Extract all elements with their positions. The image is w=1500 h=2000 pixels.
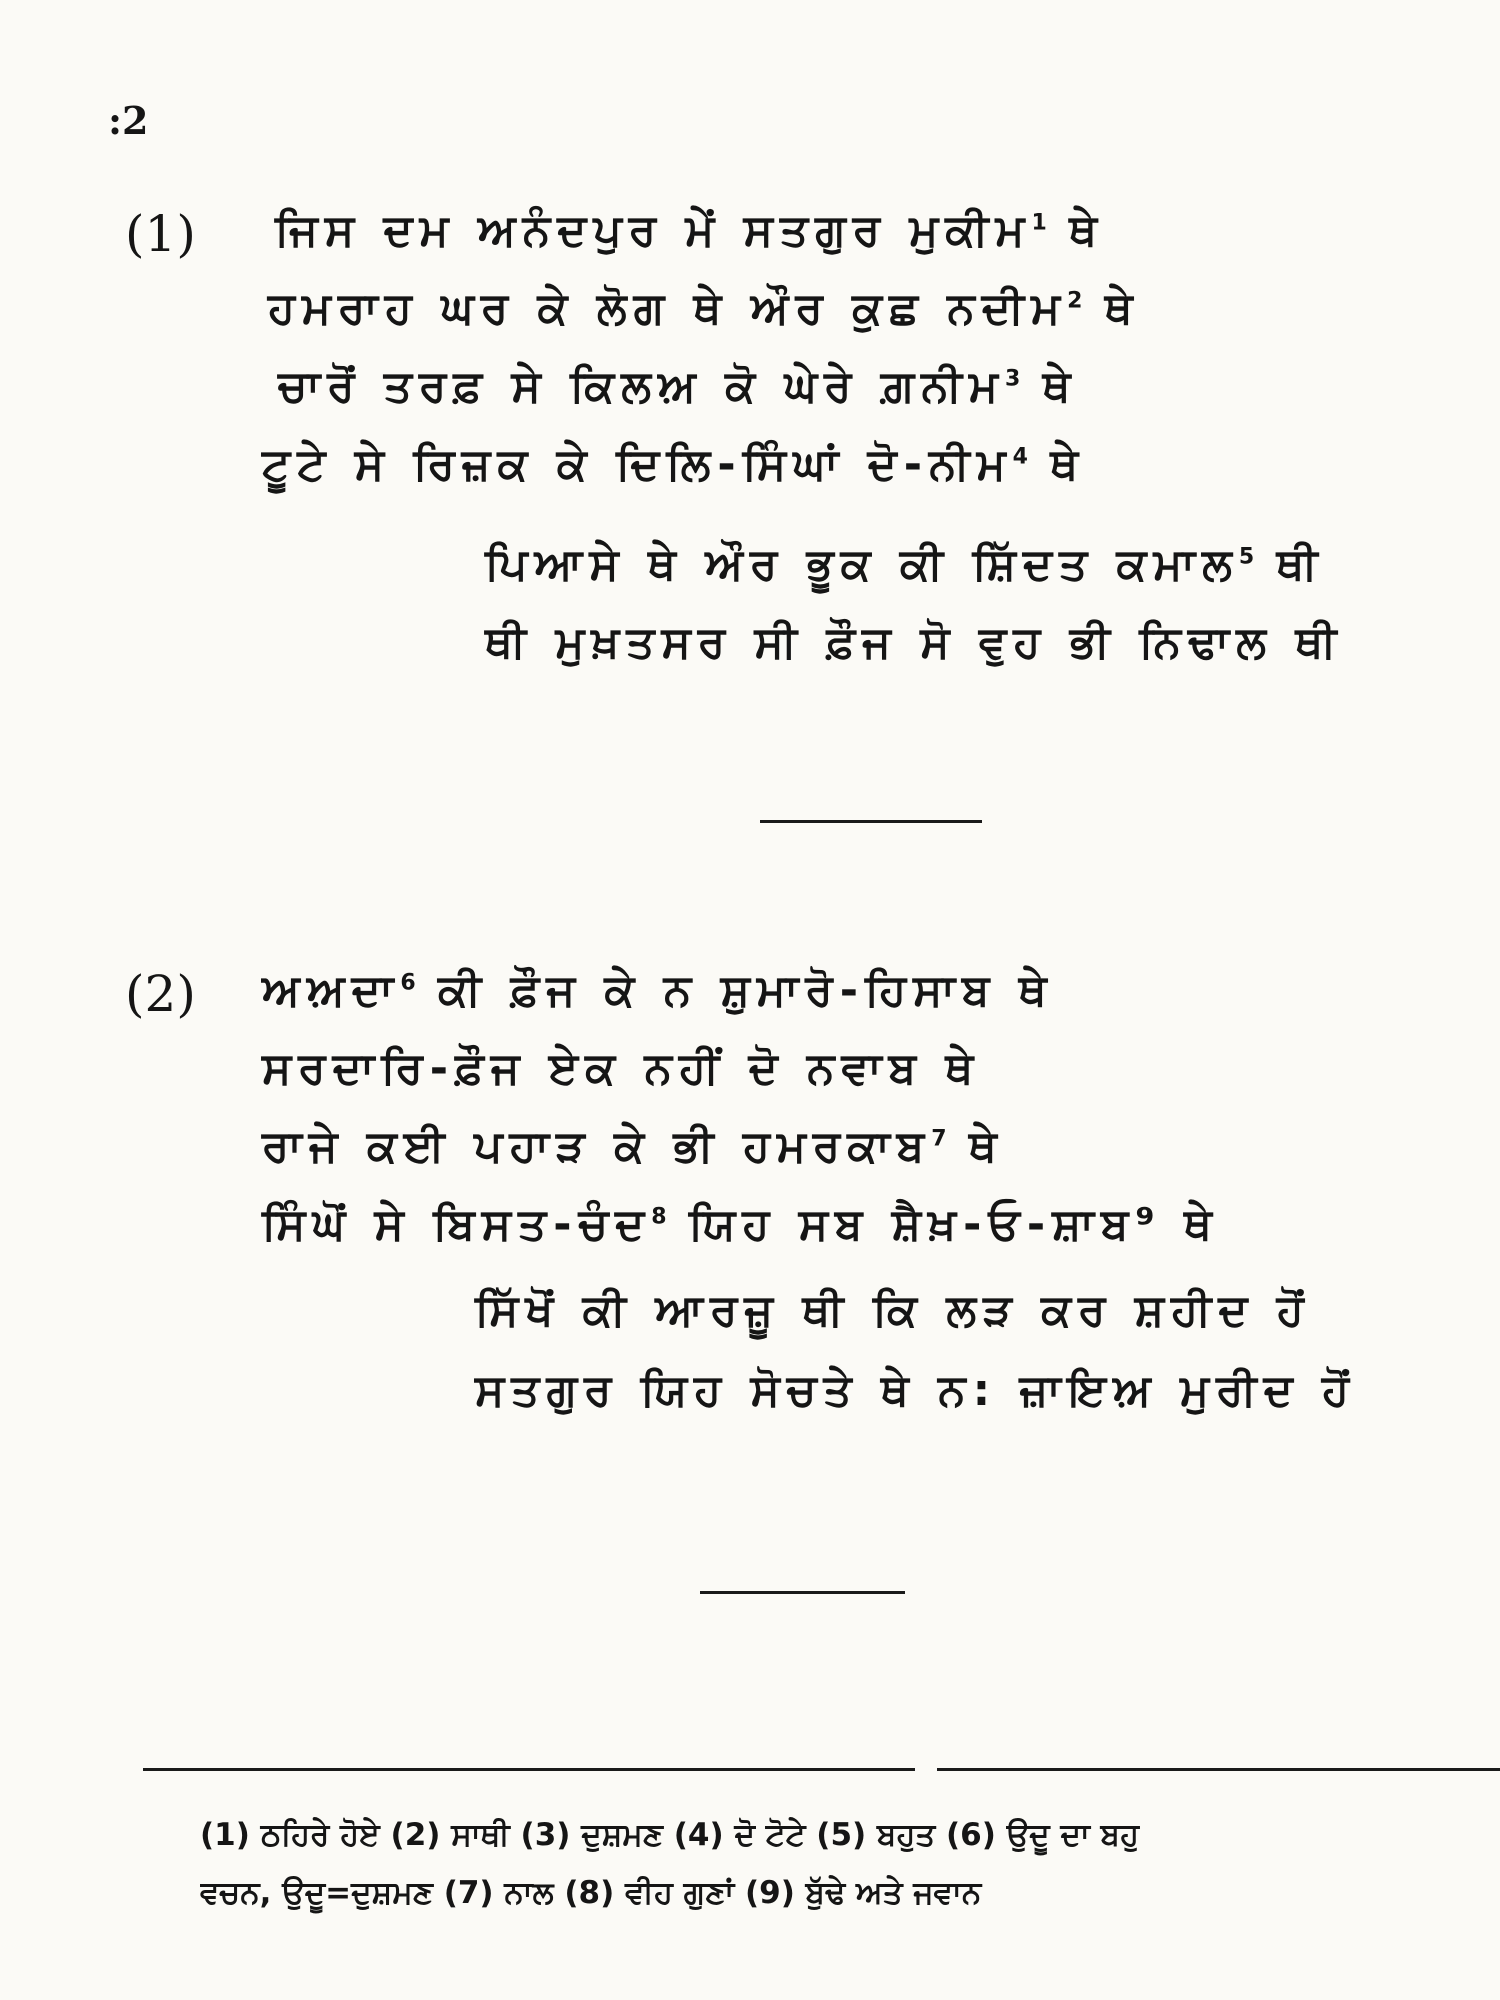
- verse-line: ਹਮਰਾਹ ਘਰ ਕੇ ਲੋਗ ਥੇ ਔਰ ਕੁਛ ਨਦੀਮ$^2$ ਥੇ: [268, 283, 1140, 334]
- verse-line: ਅਅ਼ਦਾ$^6$ ਕੀ ਫ਼ੌਜ ਕੇ ਨ ਸ਼ੁਮਾਰੋ-ਹਿਸਾਬ ਥੇ: [262, 965, 1054, 1016]
- verse-line: ਸਰਦਾਰਿ-ਫ਼ੌਜ ਏਕ ਨਹੀਂ ਦੋ ਨਵਾਬ ਥੇ: [262, 1043, 981, 1094]
- verse-line: ਸਿੰਘੋਂ ਸੇ ਬਿਸਤ-ਚੰਦ$^8$ ਯਿਹ ਸਬ ਸ਼ੈਖ਼-ਓ-ਸ਼ਾਬ⁹ ਥੇ: [262, 1199, 1219, 1250]
- verse-line: ਜਿਸ ਦਮ ਅਨੰਦਪੁਰ ਮੇਂ ਸਤਗੁਰ ਮੁਕੀਮ$^1$ ਥੇ: [275, 205, 1105, 256]
- verse-line: ਪਿਆਸੇ ਥੇ ਔਰ ਭੂਕ ਕੀ ਸ਼ਿੱਦਤ ਕਮਾਲ$^5$ ਥੀ: [485, 539, 1325, 590]
- stanza-number: (1): [125, 205, 196, 263]
- footnote-line: (1) ਠਹਿਰੇ ਹੋਏ (2) ਸਾਥੀ (3) ਦੁਸ਼ਮਣ (4) ਦੋ ਟੋਟੇ (5) ਬਹੁਤ (6) ਉਦੂ ਦਾ ਬਹੁ: [200, 1817, 1139, 1853]
- footnote-line: ਵਚਨ, ਉਦੂ=ਦੁਸ਼ਮਣ (7) ਨਾਲ (8) ਵੀਹ ਗੁਣਾਂ (9) ਬੁੱਢੇ ਅਤੇ ਜਵਾਨ: [200, 1875, 982, 1911]
- footnotes: [200, 1806, 1500, 1922]
- verse-line: ਟੂਟੇ ਸੇ ਰਿਜ਼ਕ ਕੇ ਦਿਲਿ-ਸਿੰਘਾਂ ਦੋ-ਨੀਮ$^4$ ਥੇ: [262, 439, 1086, 490]
- verse-line: ਸਿੱਖੋਂ ਕੀ ਆਰਜ਼ੂ ਥੀ ਕਿ ਲੜ ਕਰ ਸ਼ਹੀਦ ਹੋਂ: [475, 1285, 1311, 1336]
- page-number: :2: [108, 98, 149, 143]
- verse-line: ਸਤਗੁਰ ਯਿਹ ਸੋਚਤੇ ਥੇ ਨ: ਜ਼ਾਇਅ਼ ਮੁਰੀਦ ਹੋਂ: [475, 1365, 1357, 1416]
- stanza-separator: [700, 1591, 905, 1594]
- stanza-separator: [760, 820, 982, 823]
- footnote-rule: [937, 1768, 1500, 1771]
- stanza-number: (2): [125, 965, 196, 1023]
- verse-line: ਥੀ ਮੁਖ਼ਤਸਰ ਸੀ ਫ਼ੌਜ ਸੋ ਵੁਹ ਭੀ ਨਿਢਾਲ ਥੀ: [485, 617, 1344, 668]
- footnote-rule: [143, 1768, 915, 1771]
- verse-line: ਚਾਰੋਂ ਤਰਫ਼ ਸੇ ਕਿਲਅ਼ ਕੋ ਘੇਰੇ ਗ਼ਨੀਮ$^3$ ਥੇ: [278, 361, 1078, 412]
- verse-line: ਰਾਜੇ ਕਈ ਪਹਾੜ ਕੇ ਭੀ ਹਮਰਕਾਬ$^7$ ਥੇ: [262, 1121, 1004, 1172]
